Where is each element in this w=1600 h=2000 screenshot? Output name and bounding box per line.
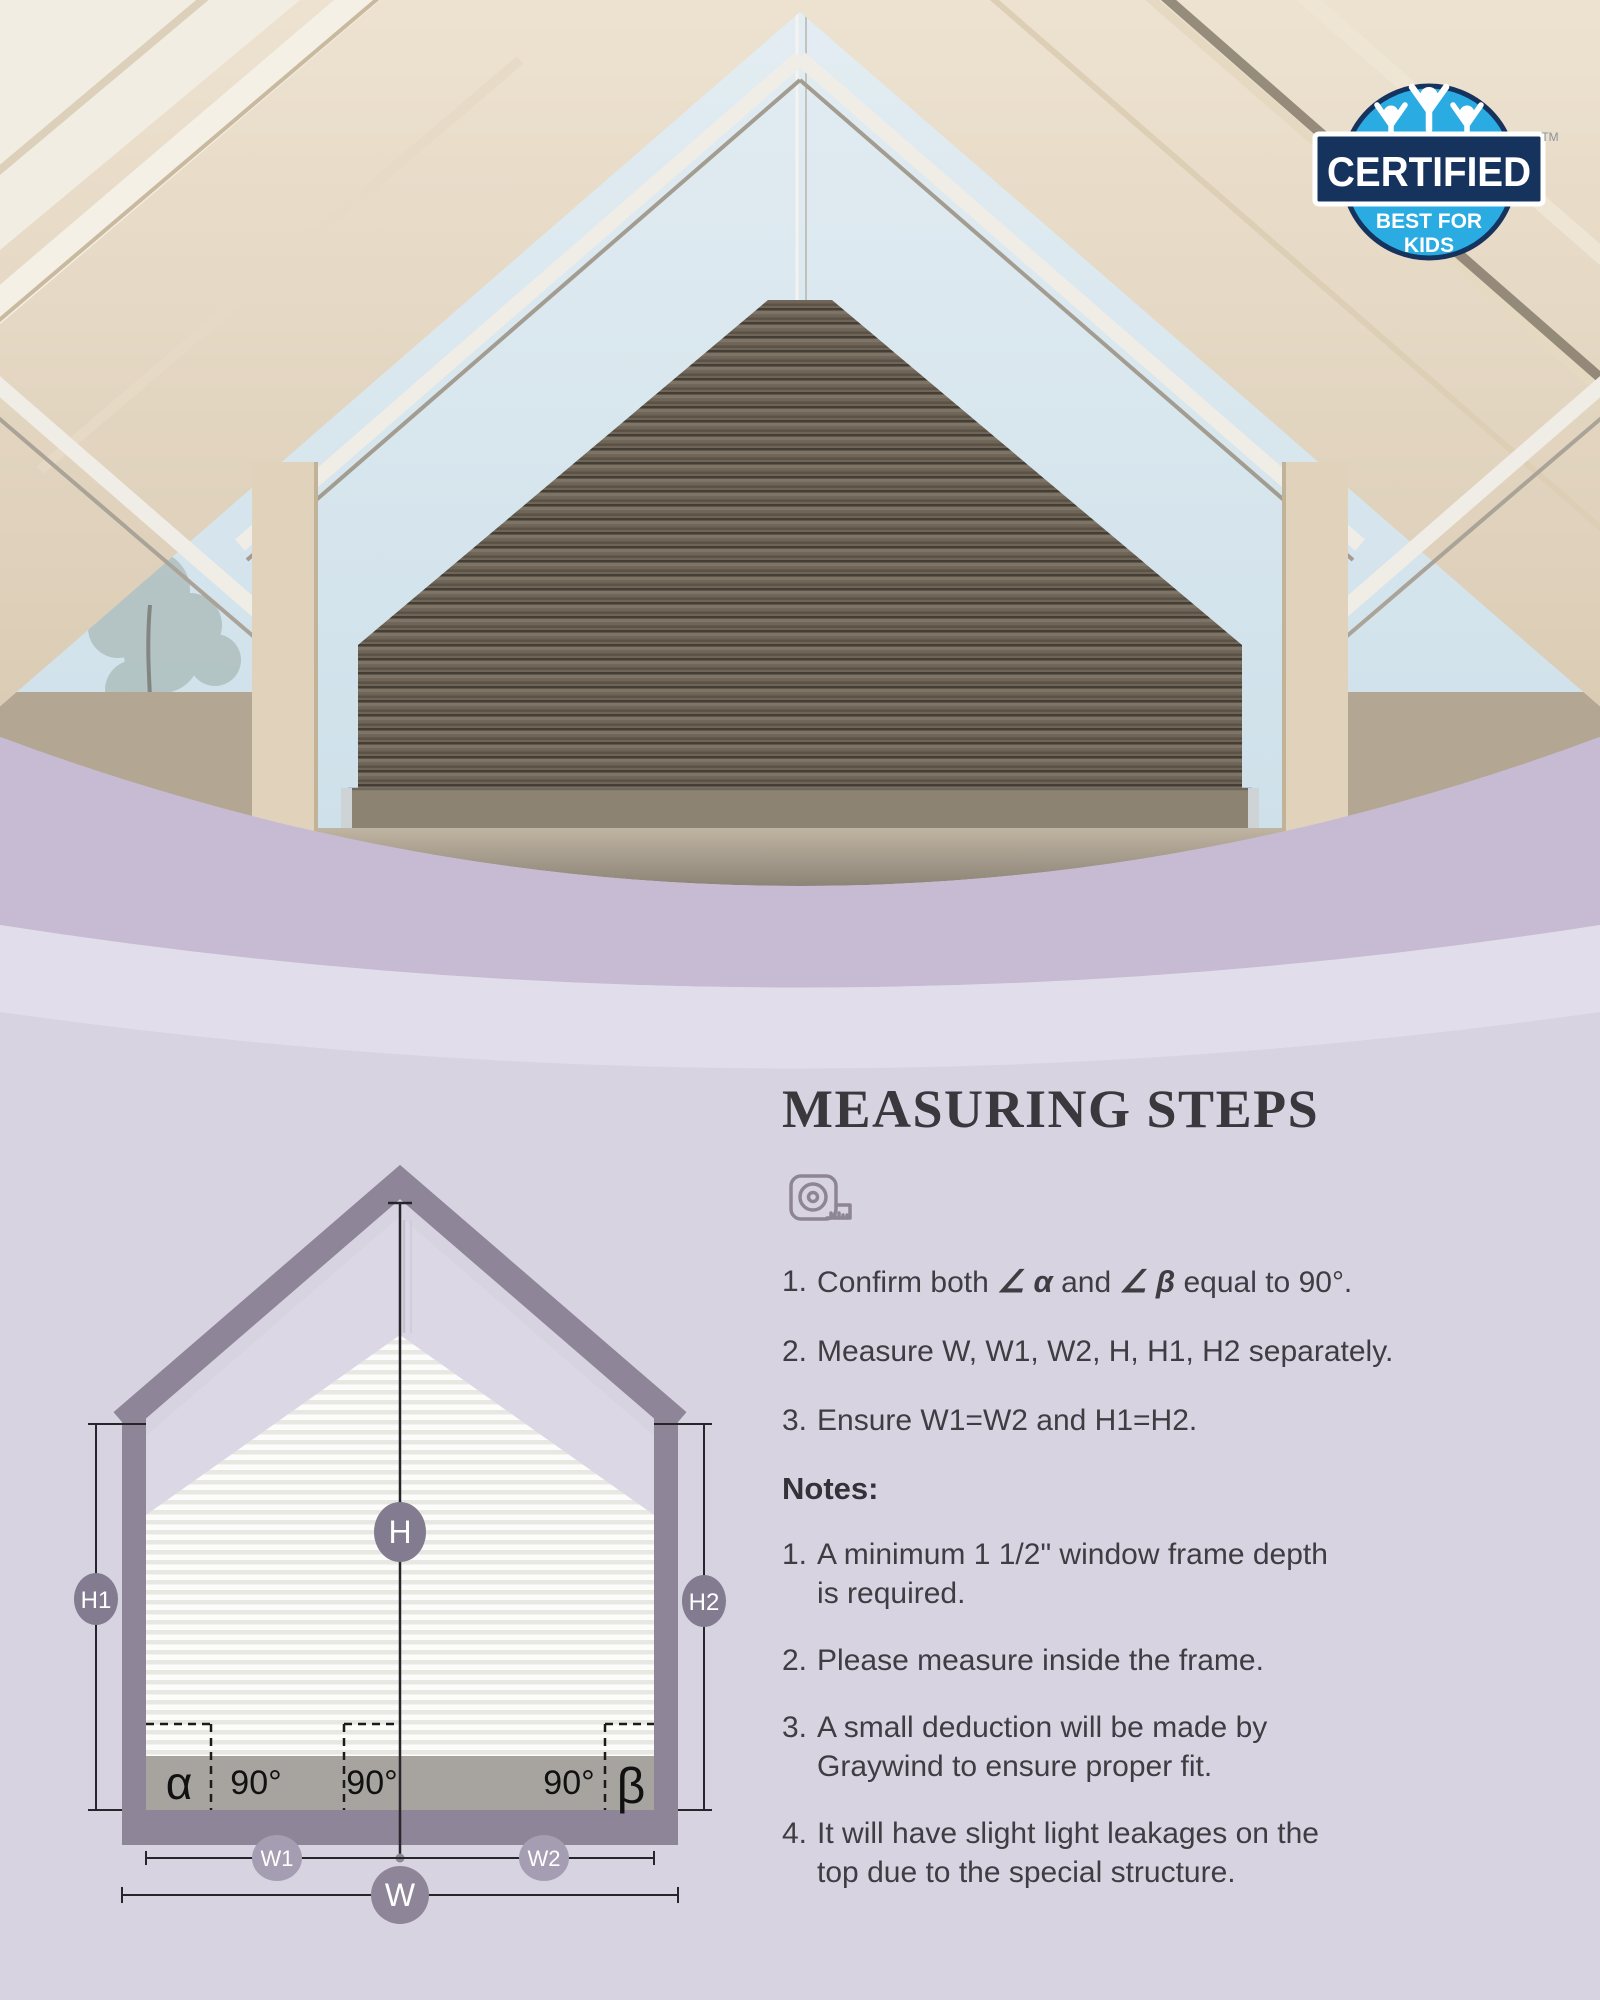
note-text: It will have slight light leakages on the top due to the special structure.	[817, 1817, 1319, 1889]
angle-beta: ∠ β	[1119, 1264, 1176, 1299]
deg-label-2: 90°	[346, 1764, 398, 1802]
beta-label: β	[616, 1758, 646, 1814]
step-item-1	[782, 1263, 1572, 1302]
note-number: 1.	[782, 1538, 808, 1571]
kids-label: KIDS	[1403, 234, 1455, 257]
shade-bottom-rail	[348, 788, 1252, 832]
w-badge-label: W	[384, 1877, 416, 1913]
w2-badge-label: W2	[527, 1846, 561, 1871]
angle-alpha: ∠ α	[997, 1264, 1053, 1299]
measuring-steps-panel	[782, 1078, 1572, 1920]
certified-label: CERTIFIED	[1327, 148, 1531, 195]
step-text: Confirm both ∠ α and ∠ β equal to 90°.	[817, 1264, 1353, 1299]
best-for-label: BEST FOR	[1375, 210, 1483, 233]
w1-badge-label: W1	[260, 1846, 294, 1871]
step-number: 2.	[782, 1335, 808, 1368]
h-badge-label: H	[388, 1514, 412, 1550]
tm-mark: TM	[1541, 130, 1559, 144]
step-item-2	[782, 1333, 1572, 1371]
deg-label-1: 90°	[230, 1764, 282, 1802]
note-item-1	[782, 1535, 1572, 1613]
step-text: Measure W, W1, W2, H, H1, H2 separately.	[817, 1335, 1394, 1368]
h2-badge-label: H2	[688, 1589, 720, 1616]
note-text: A small deduction will be made by Graywind to ensure proper fit.	[817, 1711, 1268, 1783]
note-number: 3.	[782, 1711, 808, 1744]
note-item-2	[782, 1641, 1572, 1680]
page-title: MEASURING STEPS	[782, 1079, 1320, 1139]
notes-heading: Notes:	[782, 1471, 879, 1506]
step-number: 1.	[782, 1265, 808, 1298]
mullion-left	[252, 462, 318, 832]
note-text: Please measure inside the frame.	[817, 1644, 1264, 1677]
rail-end-cap-left	[341, 788, 352, 832]
rail-end-cap-right	[1248, 788, 1259, 832]
deg-label-3: 90°	[543, 1764, 595, 1802]
step-item-3	[782, 1402, 1572, 1440]
note-number: 2.	[782, 1644, 808, 1677]
measuring-diagram	[0, 1130, 760, 1930]
h1-badge-label: H1	[80, 1587, 112, 1614]
step-text: Ensure W1=W2 and H1=H2.	[817, 1404, 1198, 1437]
alpha-label: α	[165, 1757, 193, 1809]
note-number: 4.	[782, 1817, 808, 1850]
note-text: A minimum 1 1/2" window frame depth is required.	[817, 1538, 1328, 1610]
step-number: 3.	[782, 1404, 808, 1437]
mullion-right	[1282, 462, 1348, 832]
note-item-3	[782, 1708, 1572, 1786]
note-item-4	[782, 1814, 1572, 1892]
tape-measure-icon	[788, 1172, 1572, 1233]
